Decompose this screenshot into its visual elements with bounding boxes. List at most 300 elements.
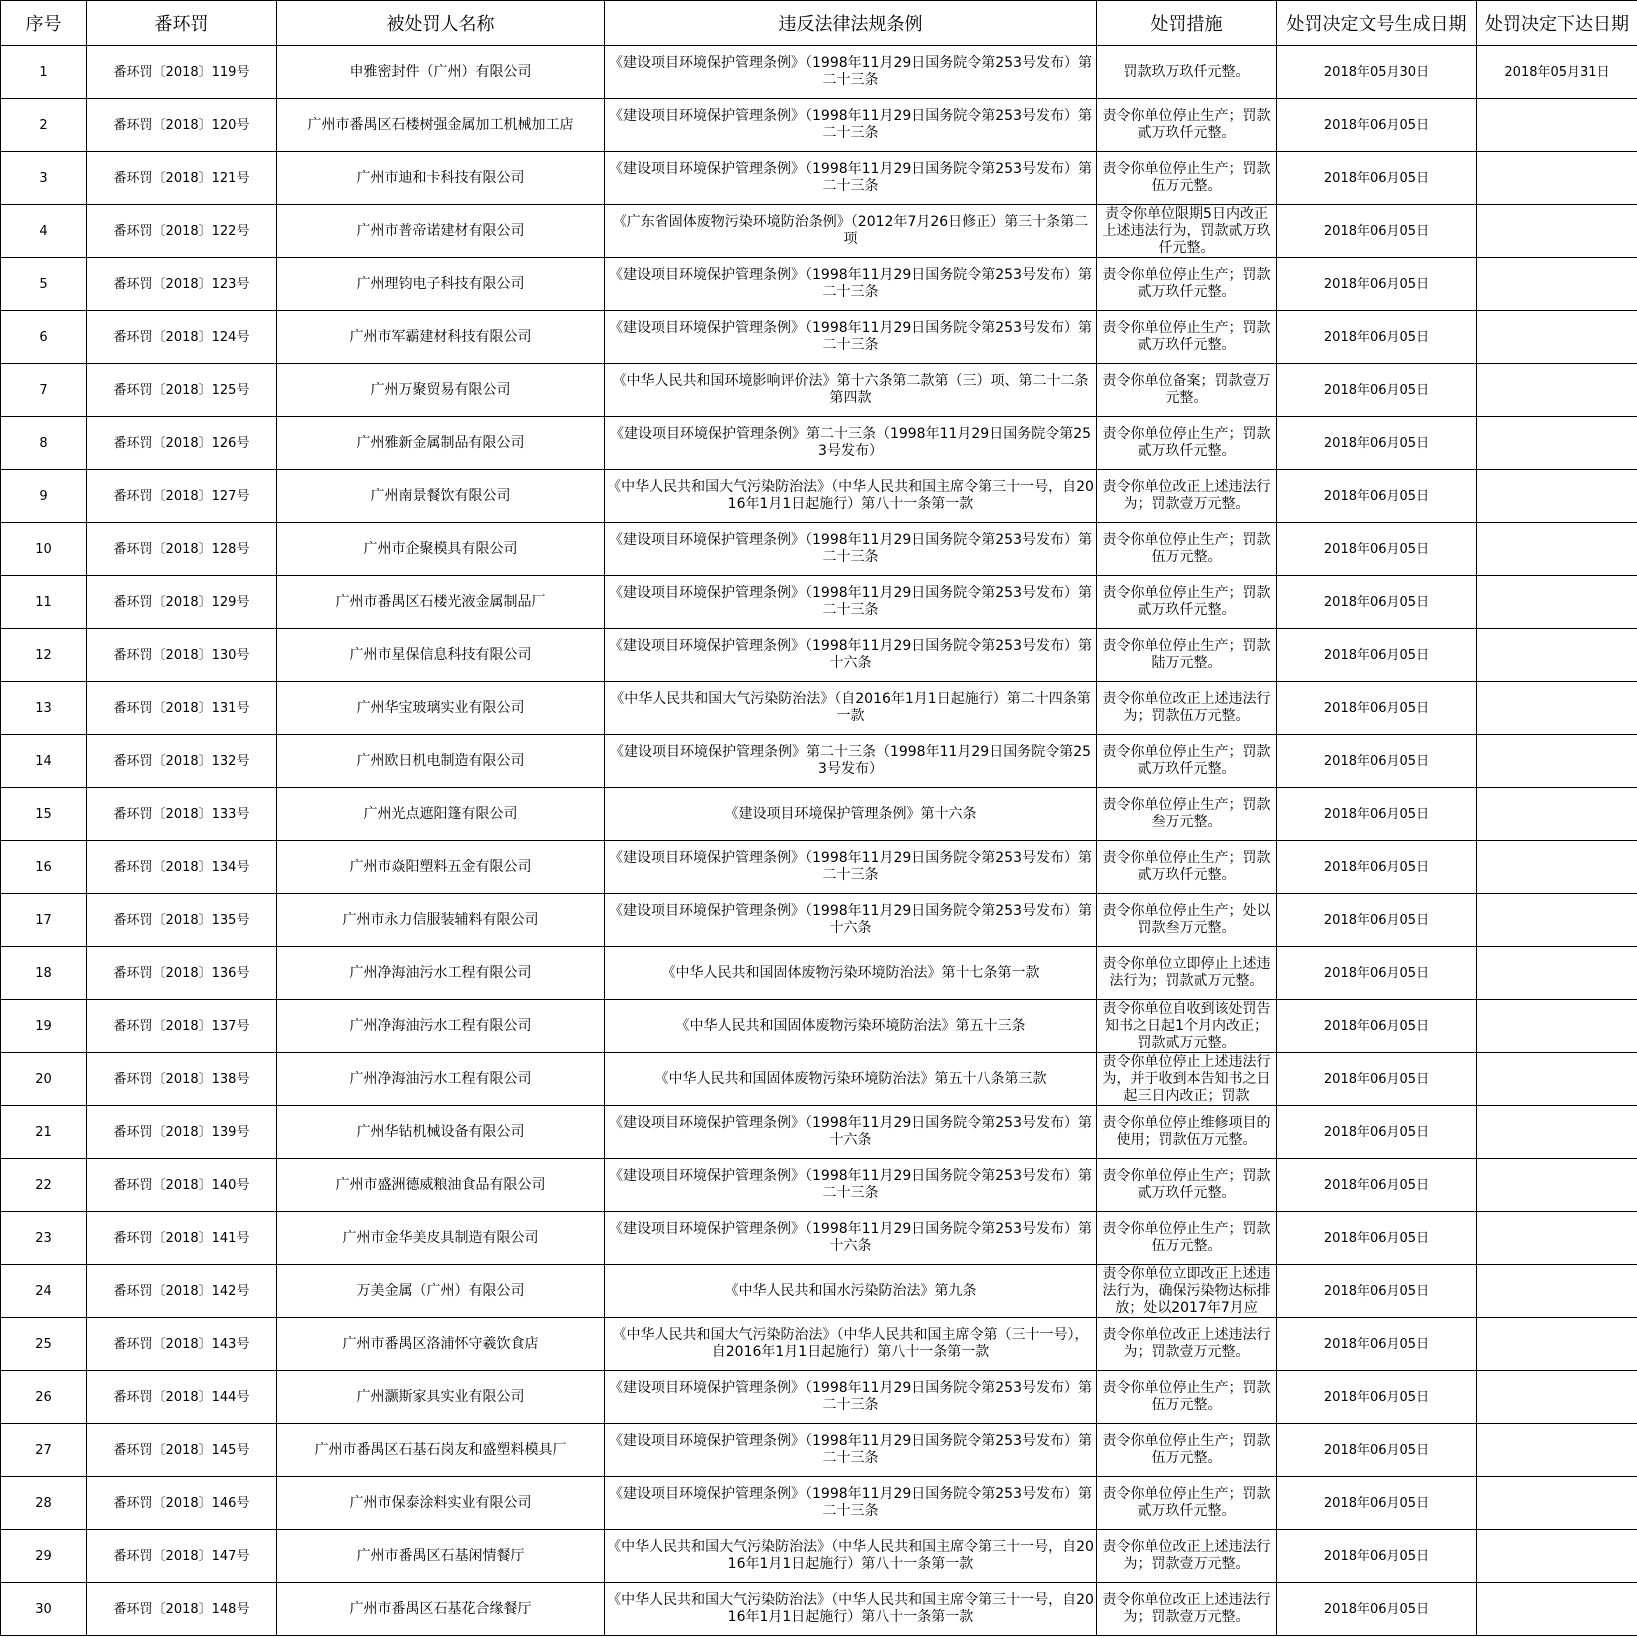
penalized-party-cell bbox=[277, 1053, 605, 1106]
table-row bbox=[1, 1371, 1637, 1424]
table-row bbox=[1, 1477, 1637, 1530]
penalized-party-cell bbox=[277, 1318, 605, 1371]
doc-number-cell-text: 番环罚〔2018〕140号 bbox=[113, 1177, 250, 1193]
serial-no-cell-text: 9 bbox=[39, 488, 48, 504]
violated-law-cell-text: 《建设项目环境保护管理条例》（1998年11月29日国务院令第253号发布）第二十三条 bbox=[609, 1380, 1092, 1413]
violated-law-cell bbox=[605, 629, 1097, 682]
penalty-measure-cell-text: 责令你单位停止生产；罚款贰万玖仟元整。 bbox=[1102, 850, 1271, 883]
issue-date-cell bbox=[1477, 364, 1637, 417]
violated-law-cell bbox=[605, 311, 1097, 364]
doc-number-cell bbox=[87, 1265, 277, 1318]
doc-number-cell bbox=[87, 1530, 277, 1583]
penalty-measure-cell bbox=[1097, 1106, 1277, 1159]
doc-number-cell-text: 番环罚〔2018〕141号 bbox=[113, 1230, 250, 1246]
violated-law-cell-text: 《建设项目环境保护管理条例》第十六条 bbox=[724, 805, 977, 822]
generation-date-cell-text: 2018年05月30日 bbox=[1323, 64, 1430, 80]
doc-number-cell-text: 番环罚〔2018〕128号 bbox=[113, 541, 250, 557]
header-serial-no: 序号 bbox=[1, 1, 87, 46]
penalty-measure-cell bbox=[1097, 1159, 1277, 1212]
issue-date-cell bbox=[1477, 152, 1637, 205]
issue-date-cell bbox=[1477, 1477, 1637, 1530]
serial-no-cell bbox=[1, 1106, 87, 1159]
generation-date-cell bbox=[1277, 1159, 1477, 1212]
generation-date-cell bbox=[1277, 99, 1477, 152]
violated-law-cell-text: 《中华人民共和国水污染防治法》第九条 bbox=[724, 1282, 977, 1299]
table-row bbox=[1, 576, 1637, 629]
violated-law-cell-text: 《建设项目环境保护管理条例》（1998年11月29日国务院令第253号发布）第二十三条 bbox=[609, 1433, 1092, 1466]
penalized-party-cell-text: 广州净海油污水工程有限公司 bbox=[349, 1070, 532, 1087]
penalty-measure-cell bbox=[1097, 629, 1277, 682]
penalty-measure-cell bbox=[1097, 152, 1277, 205]
doc-number-cell-text: 番环罚〔2018〕122号 bbox=[113, 223, 250, 239]
serial-no-cell bbox=[1, 258, 87, 311]
doc-number-cell bbox=[87, 788, 277, 841]
table-row bbox=[1, 523, 1637, 576]
violated-law-cell-text: 《建设项目环境保护管理条例》（1998年11月29日国务院令第253号发布）第二十三条 bbox=[609, 850, 1092, 883]
penalized-party-cell bbox=[277, 576, 605, 629]
generation-date-cell bbox=[1277, 1530, 1477, 1583]
violated-law-cell-text: 《建设项目环境保护管理条例》（1998年11月29日国务院令第253号发布）第二十三条 bbox=[609, 320, 1092, 353]
penalty-measure-cell bbox=[1097, 735, 1277, 788]
serial-no-cell-text: 28 bbox=[35, 1495, 52, 1511]
doc-number-cell bbox=[87, 152, 277, 205]
generation-date-cell-text: 2018年06月05日 bbox=[1323, 329, 1430, 345]
doc-number-cell bbox=[87, 1371, 277, 1424]
table-row bbox=[1, 46, 1637, 99]
penalty-measure-cell-text: 责令你单位停止生产；罚款贰万玖仟元整。 bbox=[1102, 585, 1271, 618]
penalty-measure-cell bbox=[1097, 364, 1277, 417]
penalized-party-cell bbox=[277, 1000, 605, 1053]
doc-number-cell-text: 番环罚〔2018〕147号 bbox=[113, 1548, 250, 1564]
penalty-measure-cell-text: 罚款玖万玖仟元整。 bbox=[1123, 63, 1250, 80]
doc-number-cell-text: 番环罚〔2018〕133号 bbox=[113, 806, 250, 822]
penalized-party-cell bbox=[277, 1265, 605, 1318]
penalty-measure-cell-text: 责令你单位停止生产；罚款贰万玖仟元整。 bbox=[1102, 320, 1271, 353]
penalty-measure-cell-text: 责令你单位停止维修项目的使用；罚款伍万元整。 bbox=[1102, 1115, 1271, 1148]
penalty-measure-cell bbox=[1097, 1212, 1277, 1265]
issue-date-cell bbox=[1477, 1318, 1637, 1371]
serial-no-cell-text: 25 bbox=[35, 1336, 52, 1352]
generation-date-cell bbox=[1277, 576, 1477, 629]
serial-no-cell bbox=[1, 1530, 87, 1583]
doc-number-cell-text: 番环罚〔2018〕129号 bbox=[113, 594, 250, 610]
table-row bbox=[1, 152, 1637, 205]
doc-number-cell bbox=[87, 1106, 277, 1159]
violated-law-cell bbox=[605, 894, 1097, 947]
serial-no-cell-text: 10 bbox=[35, 541, 52, 557]
generation-date-cell bbox=[1277, 1000, 1477, 1053]
generation-date-cell-text: 2018年06月05日 bbox=[1323, 1071, 1430, 1087]
penalty-measure-cell-text: 责令你单位改正上述违法行为；罚款伍万元整。 bbox=[1102, 691, 1271, 724]
issue-date-cell bbox=[1477, 788, 1637, 841]
penalty-measure-cell-text: 责令你单位停止生产；罚款贰万玖仟元整。 bbox=[1102, 744, 1271, 777]
serial-no-cell bbox=[1, 841, 87, 894]
table-row bbox=[1, 99, 1637, 152]
issue-date-cell bbox=[1477, 1371, 1637, 1424]
generation-date-cell-text: 2018年06月05日 bbox=[1323, 1442, 1430, 1458]
violated-law-cell bbox=[605, 1424, 1097, 1477]
generation-date-cell bbox=[1277, 417, 1477, 470]
serial-no-cell bbox=[1, 735, 87, 788]
doc-number-cell-text: 番环罚〔2018〕137号 bbox=[113, 1018, 250, 1034]
serial-no-cell-text: 16 bbox=[35, 859, 52, 875]
generation-date-cell bbox=[1277, 258, 1477, 311]
table-row bbox=[1, 205, 1637, 258]
violated-law-cell-text: 《广东省固体废物污染环境防治条例》（2012年7月26日修正）第三十条第二项 bbox=[612, 214, 1089, 247]
serial-no-cell bbox=[1, 152, 87, 205]
penalty-measure-cell-text: 责令你单位停止生产；处以罚款叁万元整。 bbox=[1102, 903, 1271, 936]
doc-number-cell-text: 番环罚〔2018〕120号 bbox=[113, 117, 250, 133]
violated-law-cell-text: 《建设项目环境保护管理条例》（1998年11月29日国务院令第253号发布）第二十三条 bbox=[609, 532, 1092, 565]
serial-no-cell-text: 11 bbox=[35, 594, 52, 610]
penalized-party-cell bbox=[277, 417, 605, 470]
violated-law-cell bbox=[605, 682, 1097, 735]
penalty-measure-cell bbox=[1097, 1424, 1277, 1477]
serial-no-cell-text: 2 bbox=[39, 117, 48, 133]
generation-date-cell-text: 2018年06月05日 bbox=[1323, 223, 1430, 239]
penalty-measure-cell-text: 责令你单位限期5日内改正上述违法行为，罚款贰万玖仟元整。 bbox=[1102, 205, 1271, 256]
doc-number-cell bbox=[87, 947, 277, 1000]
doc-number-cell bbox=[87, 841, 277, 894]
penalty-measure-cell bbox=[1097, 470, 1277, 523]
violated-law-cell-text: 《建设项目环境保护管理条例》（1998年11月29日国务院令第253号发布）第二十三条 bbox=[609, 1486, 1092, 1519]
doc-number-cell-text: 番环罚〔2018〕132号 bbox=[113, 753, 250, 769]
penalized-party-cell-text: 广州理钧电子科技有限公司 bbox=[356, 275, 525, 292]
generation-date-cell bbox=[1277, 682, 1477, 735]
violated-law-cell-text: 《建设项目环境保护管理条例》（1998年11月29日国务院令第253号发布）第二十三条 bbox=[609, 55, 1092, 88]
penalized-party-cell-text: 广州市番禺区石基石岗友和盛塑料模具厂 bbox=[314, 1441, 567, 1458]
penalty-measure-cell-text: 责令你单位停止生产；罚款伍万元整。 bbox=[1102, 532, 1271, 565]
doc-number-cell-text: 番环罚〔2018〕134号 bbox=[113, 859, 250, 875]
penalized-party-cell bbox=[277, 1530, 605, 1583]
generation-date-cell-text: 2018年06月05日 bbox=[1323, 1230, 1430, 1246]
penalized-party-cell-text: 广州市番禺区石楼光液金属制品厂 bbox=[335, 593, 546, 610]
violated-law-cell-text: 《建设项目环境保护管理条例》第二十三条（1998年11月29日国务院令第253号发布） bbox=[609, 744, 1092, 777]
serial-no-cell-text: 30 bbox=[35, 1601, 52, 1617]
doc-number-cell-text: 番环罚〔2018〕136号 bbox=[113, 965, 250, 981]
serial-no-cell-text: 20 bbox=[35, 1071, 52, 1087]
penalized-party-cell bbox=[277, 1159, 605, 1212]
generation-date-cell-text: 2018年06月05日 bbox=[1323, 382, 1430, 398]
table-body bbox=[1, 46, 1637, 1636]
serial-no-cell bbox=[1, 1424, 87, 1477]
penalty-measure-cell bbox=[1097, 1318, 1277, 1371]
penalty-measure-cell bbox=[1097, 682, 1277, 735]
violated-law-cell-text: 《建设项目环境保护管理条例》第二十三条（1998年11月29日国务院令第253号发布） bbox=[609, 426, 1092, 459]
serial-no-cell bbox=[1, 1000, 87, 1053]
generation-date-cell bbox=[1277, 629, 1477, 682]
table-row bbox=[1, 470, 1637, 523]
penalized-party-cell-text: 广州华宝玻璃实业有限公司 bbox=[356, 699, 525, 716]
doc-number-cell bbox=[87, 735, 277, 788]
violated-law-cell-text: 《建设项目环境保护管理条例》（1998年11月29日国务院令第253号发布）第十六条 bbox=[609, 1115, 1092, 1148]
generation-date-cell bbox=[1277, 1106, 1477, 1159]
doc-number-cell-text: 番环罚〔2018〕148号 bbox=[113, 1601, 250, 1617]
table-header bbox=[1, 1, 1637, 46]
issue-date-cell bbox=[1477, 1106, 1637, 1159]
penalized-party-cell bbox=[277, 841, 605, 894]
doc-number-cell bbox=[87, 99, 277, 152]
generation-date-cell-text: 2018年06月05日 bbox=[1323, 753, 1430, 769]
doc-number-cell-text: 番环罚〔2018〕119号 bbox=[113, 64, 250, 80]
issue-date-cell bbox=[1477, 205, 1637, 258]
doc-number-cell bbox=[87, 1053, 277, 1106]
penalized-party-cell bbox=[277, 1371, 605, 1424]
generation-date-cell bbox=[1277, 1212, 1477, 1265]
violated-law-cell bbox=[605, 99, 1097, 152]
serial-no-cell-text: 13 bbox=[35, 700, 52, 716]
issue-date-cell bbox=[1477, 629, 1637, 682]
issue-date-cell bbox=[1477, 258, 1637, 311]
generation-date-cell bbox=[1277, 841, 1477, 894]
violated-law-cell bbox=[605, 1371, 1097, 1424]
penalty-measure-cell bbox=[1097, 46, 1277, 99]
table-row bbox=[1, 1318, 1637, 1371]
serial-no-cell bbox=[1, 1053, 87, 1106]
serial-no-cell bbox=[1, 1212, 87, 1265]
table-row bbox=[1, 1053, 1637, 1106]
violated-law-cell-text: 《建设项目环境保护管理条例》（1998年11月29日国务院令第253号发布）第二十三条 bbox=[609, 1168, 1092, 1201]
issue-date-cell bbox=[1477, 894, 1637, 947]
table-row bbox=[1, 258, 1637, 311]
header-doc-number: 番环罚 bbox=[87, 1, 277, 46]
issue-date-cell bbox=[1477, 841, 1637, 894]
violated-law-cell-text: 《建设项目环境保护管理条例》（1998年11月29日国务院令第253号发布）第二十三条 bbox=[609, 585, 1092, 618]
doc-number-cell-text: 番环罚〔2018〕126号 bbox=[113, 435, 250, 451]
doc-number-cell-text: 番环罚〔2018〕144号 bbox=[113, 1389, 250, 1405]
serial-no-cell-text: 21 bbox=[35, 1124, 52, 1140]
violated-law-cell bbox=[605, 523, 1097, 576]
table-row bbox=[1, 1212, 1637, 1265]
serial-no-cell bbox=[1, 99, 87, 152]
generation-date-cell bbox=[1277, 1265, 1477, 1318]
serial-no-cell-text: 19 bbox=[35, 1018, 52, 1034]
penalty-measure-cell-text: 责令你单位改正上述违法行为；罚款壹万元整。 bbox=[1102, 1327, 1271, 1360]
serial-no-cell bbox=[1, 682, 87, 735]
generation-date-cell bbox=[1277, 205, 1477, 258]
generation-date-cell-text: 2018年06月05日 bbox=[1323, 594, 1430, 610]
generation-date-cell-text: 2018年06月05日 bbox=[1323, 1018, 1430, 1034]
generation-date-cell bbox=[1277, 1053, 1477, 1106]
serial-no-cell-text: 12 bbox=[35, 647, 52, 663]
violated-law-cell bbox=[605, 152, 1097, 205]
violated-law-cell bbox=[605, 258, 1097, 311]
serial-no-cell bbox=[1, 1265, 87, 1318]
serial-no-cell bbox=[1, 523, 87, 576]
penalized-party-cell bbox=[277, 311, 605, 364]
issue-date-cell-text: 2018年05月31日 bbox=[1504, 64, 1610, 80]
penalty-measure-cell-text: 责令你单位改正上述违法行为；罚款壹万元整。 bbox=[1102, 479, 1271, 512]
table-row bbox=[1, 788, 1637, 841]
violated-law-cell-text: 《中华人民共和国大气污染防治法》（中华人民共和国主席令第三十一号，自2016年1月1日起施行）第八十一条第一款 bbox=[607, 1592, 1094, 1625]
violated-law-cell bbox=[605, 46, 1097, 99]
serial-no-cell bbox=[1, 470, 87, 523]
penalty-measure-cell bbox=[1097, 788, 1277, 841]
penalized-party-cell-text: 申雅密封件（广州）有限公司 bbox=[349, 63, 532, 80]
serial-no-cell-text: 24 bbox=[35, 1283, 52, 1299]
penalty-measure-cell bbox=[1097, 523, 1277, 576]
issue-date-cell bbox=[1477, 1265, 1637, 1318]
doc-number-cell bbox=[87, 1424, 277, 1477]
violated-law-cell bbox=[605, 788, 1097, 841]
penalized-party-cell bbox=[277, 99, 605, 152]
doc-number-cell-text: 番环罚〔2018〕135号 bbox=[113, 912, 250, 928]
issue-date-cell bbox=[1477, 470, 1637, 523]
penalized-party-cell-text: 广州南景餐饮有限公司 bbox=[370, 487, 511, 504]
penalized-party-cell bbox=[277, 947, 605, 1000]
serial-no-cell bbox=[1, 311, 87, 364]
generation-date-cell-text: 2018年06月05日 bbox=[1323, 541, 1430, 557]
violated-law-cell-text: 《建设项目环境保护管理条例》（1998年11月29日国务院令第253号发布）第二十三条 bbox=[609, 267, 1092, 300]
penalty-measure-cell bbox=[1097, 841, 1277, 894]
header-violated-law: 违反法律法规条例 bbox=[605, 1, 1097, 46]
violated-law-cell-text: 《建设项目环境保护管理条例》（1998年11月29日国务院令第253号发布）第二十三条 bbox=[609, 161, 1092, 194]
penalty-measure-cell-text: 责令你单位停止生产；罚款贰万玖仟元整。 bbox=[1102, 108, 1271, 141]
generation-date-cell-text: 2018年06月05日 bbox=[1323, 806, 1430, 822]
serial-no-cell bbox=[1, 947, 87, 1000]
penalized-party-cell bbox=[277, 1106, 605, 1159]
issue-date-cell bbox=[1477, 1424, 1637, 1477]
violated-law-cell bbox=[605, 841, 1097, 894]
penalty-measure-cell-text: 责令你单位停止生产；罚款贰万玖仟元整。 bbox=[1102, 267, 1271, 300]
serial-no-cell bbox=[1, 1477, 87, 1530]
generation-date-cell-text: 2018年06月05日 bbox=[1323, 488, 1430, 504]
violated-law-cell bbox=[605, 205, 1097, 258]
penalized-party-cell bbox=[277, 258, 605, 311]
serial-no-cell bbox=[1, 1318, 87, 1371]
violated-law-cell bbox=[605, 1212, 1097, 1265]
serial-no-cell-text: 23 bbox=[35, 1230, 52, 1246]
serial-no-cell bbox=[1, 576, 87, 629]
penalty-measure-cell-text: 责令你单位停止生产；罚款贰万玖仟元整。 bbox=[1102, 1168, 1271, 1201]
doc-number-cell-text: 番环罚〔2018〕143号 bbox=[113, 1336, 250, 1352]
table-row bbox=[1, 417, 1637, 470]
issue-date-cell bbox=[1477, 1530, 1637, 1583]
penalized-party-cell bbox=[277, 629, 605, 682]
penalized-party-cell-text: 广州华钻机械设备有限公司 bbox=[356, 1123, 525, 1140]
penalty-measure-cell bbox=[1097, 894, 1277, 947]
doc-number-cell bbox=[87, 364, 277, 417]
doc-number-cell-text: 番环罚〔2018〕145号 bbox=[113, 1442, 250, 1458]
generation-date-cell-text: 2018年06月05日 bbox=[1323, 276, 1430, 292]
penalized-party-cell bbox=[277, 1424, 605, 1477]
generation-date-cell-text: 2018年06月05日 bbox=[1323, 912, 1430, 928]
penalized-party-cell bbox=[277, 788, 605, 841]
header-generation-date: 处罚决定文号生成日期 bbox=[1277, 1, 1477, 46]
issue-date-cell bbox=[1477, 1159, 1637, 1212]
generation-date-cell bbox=[1277, 1371, 1477, 1424]
serial-no-cell-text: 3 bbox=[39, 170, 48, 186]
table-row bbox=[1, 1583, 1637, 1636]
serial-no-cell bbox=[1, 788, 87, 841]
penalized-party-cell-text: 广州市迪和卡科技有限公司 bbox=[356, 169, 525, 186]
header-row bbox=[1, 1, 1637, 46]
generation-date-cell-text: 2018年06月05日 bbox=[1323, 1601, 1430, 1617]
violated-law-cell bbox=[605, 1106, 1097, 1159]
doc-number-cell-text: 番环罚〔2018〕124号 bbox=[113, 329, 250, 345]
violated-law-cell bbox=[605, 735, 1097, 788]
penalty-measure-cell-text: 责令你单位自收到该处罚告知书之日起1个月内改正；罚款贰万元整。 bbox=[1102, 1000, 1271, 1051]
table-row bbox=[1, 1265, 1637, 1318]
penalized-party-cell-text: 广州市金华美皮具制造有限公司 bbox=[342, 1229, 539, 1246]
penalty-measure-cell bbox=[1097, 1000, 1277, 1053]
generation-date-cell bbox=[1277, 311, 1477, 364]
penalty-measure-cell-text: 责令你单位立即改正上述违法行为，确保污染物达标排放；处以2017年7月应 bbox=[1102, 1265, 1271, 1316]
doc-number-cell-text: 番环罚〔2018〕121号 bbox=[113, 170, 250, 186]
serial-no-cell bbox=[1, 46, 87, 99]
issue-date-cell bbox=[1477, 1000, 1637, 1053]
generation-date-cell-text: 2018年06月05日 bbox=[1323, 1283, 1430, 1299]
generation-date-cell bbox=[1277, 735, 1477, 788]
generation-date-cell bbox=[1277, 1583, 1477, 1636]
issue-date-cell bbox=[1477, 947, 1637, 1000]
table-row bbox=[1, 841, 1637, 894]
doc-number-cell bbox=[87, 417, 277, 470]
penalized-party-cell-text: 广州光点遮阳篷有限公司 bbox=[363, 805, 518, 822]
serial-no-cell bbox=[1, 1583, 87, 1636]
penalty-measure-cell bbox=[1097, 205, 1277, 258]
doc-number-cell bbox=[87, 1000, 277, 1053]
penalty-measure-cell-text: 责令你单位停止生产；罚款陆万元整。 bbox=[1102, 638, 1271, 671]
table-row bbox=[1, 735, 1637, 788]
serial-no-cell-text: 5 bbox=[39, 276, 48, 292]
header-penalty-measure: 处罚措施 bbox=[1097, 1, 1277, 46]
issue-date-cell bbox=[1477, 576, 1637, 629]
violated-law-cell bbox=[605, 470, 1097, 523]
issue-date-cell bbox=[1477, 682, 1637, 735]
generation-date-cell-text: 2018年06月05日 bbox=[1323, 1548, 1430, 1564]
issue-date-cell bbox=[1477, 46, 1637, 99]
violated-law-cell bbox=[605, 1318, 1097, 1371]
penalized-party-cell-text: 广州雅新金属制品有限公司 bbox=[356, 434, 525, 451]
doc-number-cell bbox=[87, 1318, 277, 1371]
table-row bbox=[1, 1424, 1637, 1477]
issue-date-cell bbox=[1477, 1583, 1637, 1636]
generation-date-cell-text: 2018年06月05日 bbox=[1323, 965, 1430, 981]
penalty-measure-cell-text: 责令你单位立即停止上述违法行为；罚款贰万元整。 bbox=[1102, 956, 1271, 989]
penalty-measure-cell-text: 责令你单位停止生产；罚款贰万玖仟元整。 bbox=[1102, 1486, 1271, 1519]
violated-law-cell-text: 《中华人民共和国固体废物污染环境防治法》第十七条第一款 bbox=[661, 964, 1040, 981]
doc-number-cell bbox=[87, 629, 277, 682]
generation-date-cell bbox=[1277, 152, 1477, 205]
serial-no-cell-text: 14 bbox=[35, 753, 52, 769]
penalized-party-cell-text: 广州市焱阳塑料五金有限公司 bbox=[349, 858, 532, 875]
serial-no-cell bbox=[1, 1159, 87, 1212]
violated-law-cell bbox=[605, 1159, 1097, 1212]
doc-number-cell bbox=[87, 258, 277, 311]
penalized-party-cell bbox=[277, 364, 605, 417]
penalty-measure-cell bbox=[1097, 1265, 1277, 1318]
penalty-measure-cell bbox=[1097, 1530, 1277, 1583]
violated-law-cell-text: 《建设项目环境保护管理条例》（1998年11月29日国务院令第253号发布）第十六条 bbox=[609, 638, 1092, 671]
penalized-party-cell bbox=[277, 894, 605, 947]
doc-number-cell bbox=[87, 1583, 277, 1636]
generation-date-cell bbox=[1277, 1424, 1477, 1477]
doc-number-cell bbox=[87, 205, 277, 258]
doc-number-cell bbox=[87, 682, 277, 735]
generation-date-cell-text: 2018年06月05日 bbox=[1323, 170, 1430, 186]
serial-no-cell-text: 18 bbox=[35, 965, 52, 981]
generation-date-cell bbox=[1277, 46, 1477, 99]
violated-law-cell bbox=[605, 1265, 1097, 1318]
penalty-measure-cell-text: 责令你单位停止生产；罚款伍万元整。 bbox=[1102, 1433, 1271, 1466]
penalty-measure-cell bbox=[1097, 1053, 1277, 1106]
serial-no-cell bbox=[1, 205, 87, 258]
doc-number-cell-text: 番环罚〔2018〕139号 bbox=[113, 1124, 250, 1140]
doc-number-cell-text: 番环罚〔2018〕130号 bbox=[113, 647, 250, 663]
penalty-measure-cell bbox=[1097, 1371, 1277, 1424]
penalized-party-cell-text: 广州市军霸建材科技有限公司 bbox=[349, 328, 532, 345]
